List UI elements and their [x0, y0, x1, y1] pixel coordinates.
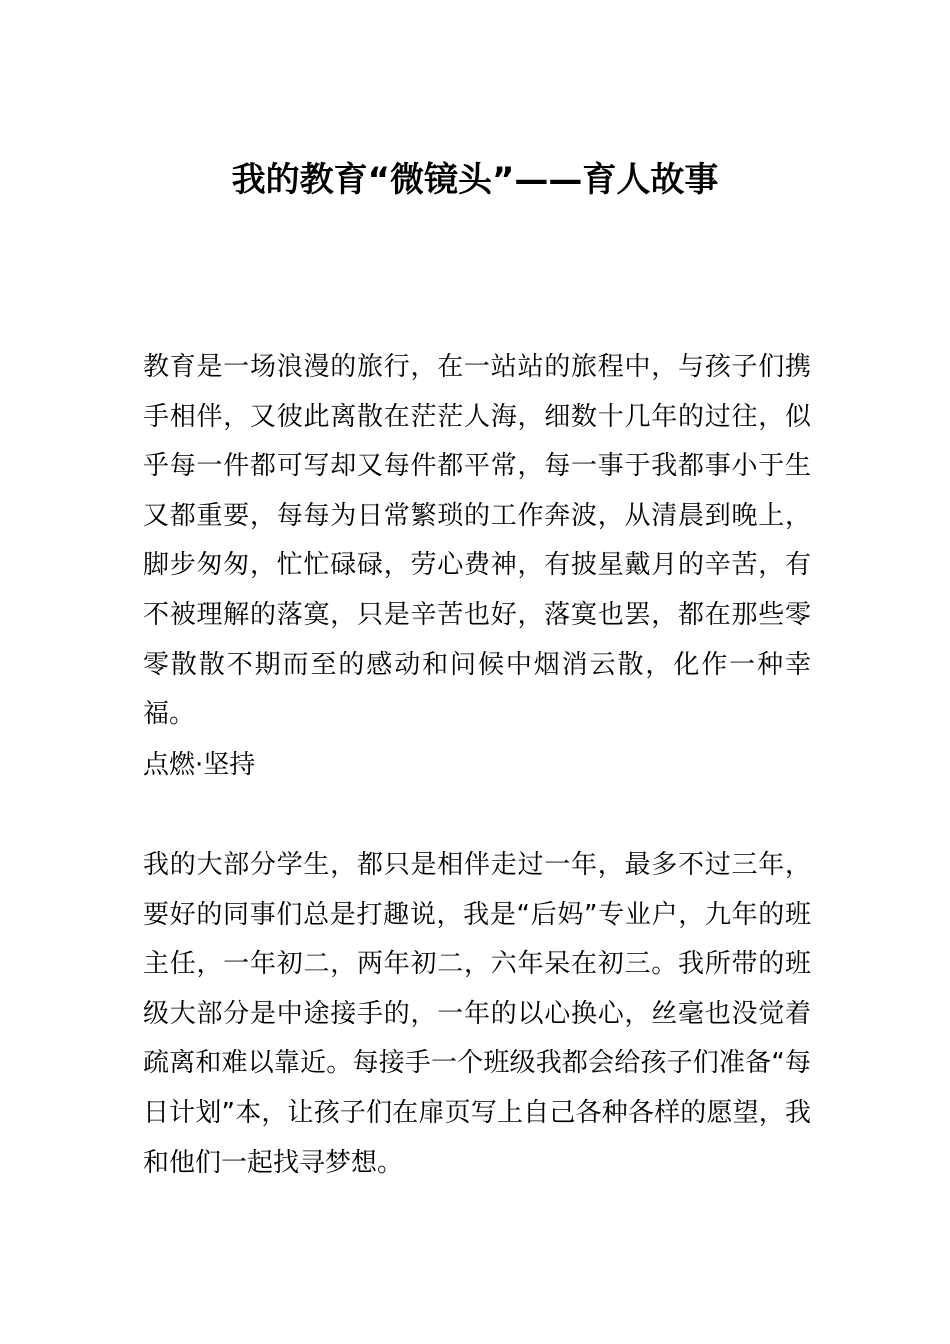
paragraph-intro: 教育是一场浪漫的旅行，在一站站的旅程中，与孩子们携手相伴，又彼此离散在茫茫人海，细数十几年的过往，似乎每一件都可写却又每件都平常，每一事于我都事小于生又都重要，每每为日常繁琐的工作奔波，从清晨到晚上，脚步匆匆，忙忙碌碌，劳心费神，有披星戴月的辛苦，有不被理解的落寞，只是辛苦也好，落寞也罢，都在那些零零散散不期而至的感动和问候中烟消云散，化作一种幸福。	[143, 352, 811, 730]
document-title: 我的教育“微镜头”——育人故事	[231, 160, 719, 200]
paragraph-section-1: 我的大部分学生，都只是相伴走过一年，最多不过三年，要好的同事们总是打趣说，我是“后妈”专业户，九年的班主任，一年初二，两年初二，六年呆在初三。我所带的班级大部分是中途接手的，一年的以心换心，丝毫也没觉着疏离和难以靠近。每接手一个班级我都会给孩子们准备“每日计划”本，让孩子们在扉页写上自己各种各样的愿望，我和他们一起找寻梦想。	[143, 850, 811, 1178]
section-heading: 点燃·坚持	[143, 750, 256, 780]
